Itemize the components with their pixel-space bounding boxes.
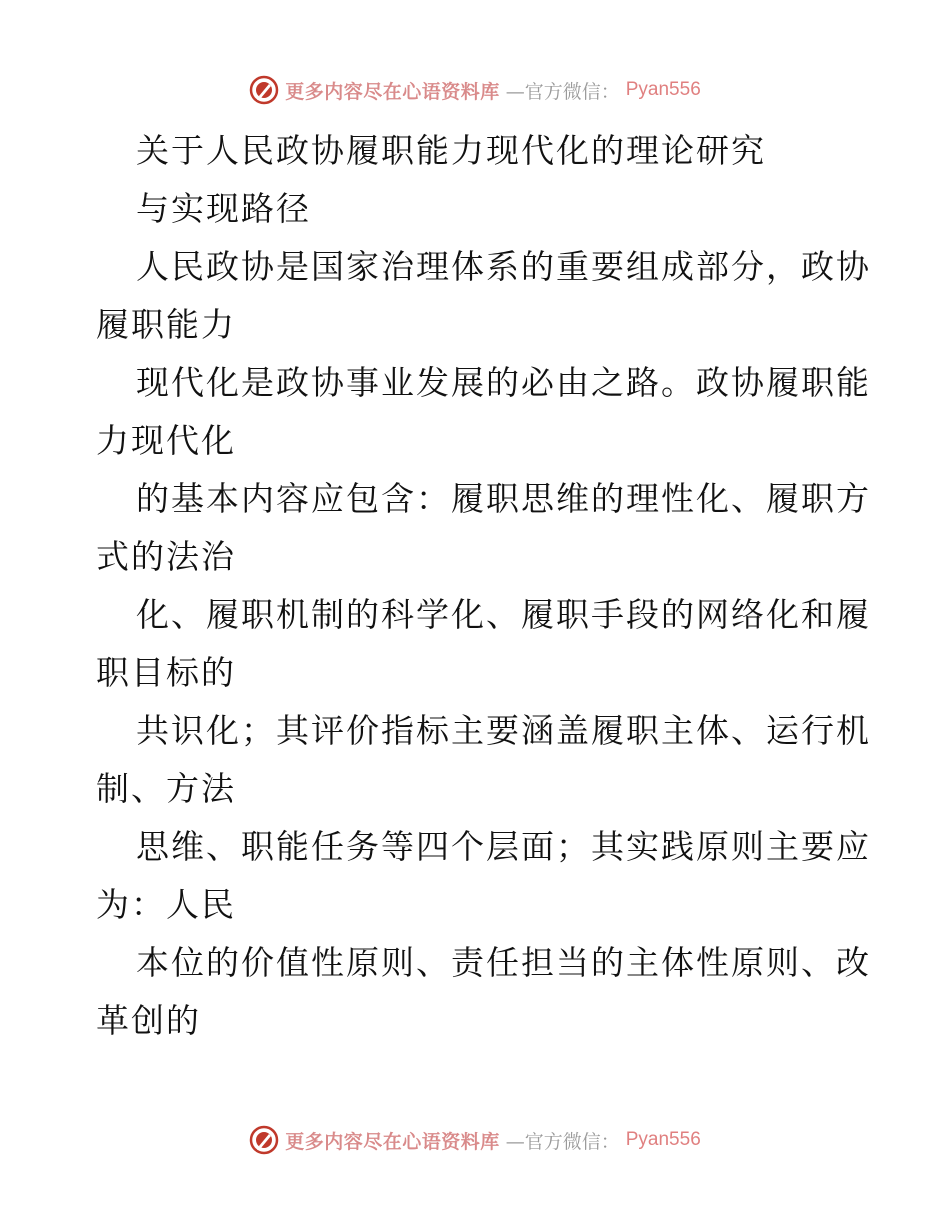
page-footer — [0, 1122, 950, 1158]
paragraph-line: 思维、职能任务等四个层面；其实践原则主要应 — [136, 827, 871, 866]
paragraph-line: 的基本内容应包含：履职思维的理性化、履职方 — [136, 479, 871, 518]
paragraph-line: 本位的价值性原则、责任担当的主体性原则、改 — [136, 943, 871, 982]
document-title-line: 与实现路径 — [136, 189, 311, 228]
document-body — [96, 122, 871, 1050]
page-header — [0, 72, 950, 108]
paragraph-line: 人民政协是国家治理体系的重要组成部分，政协 — [136, 247, 871, 286]
pen-logo-icon — [249, 1125, 279, 1155]
footer-banner-separator: —官方微信： — [505, 1130, 620, 1153]
document-title-line: 关于人民政协履职能力现代化的理论研究 — [136, 131, 766, 170]
pen-logo-icon — [249, 75, 279, 105]
paragraph-line: 革创的 — [96, 1001, 201, 1040]
paragraph-line: 现代化是政协事业发展的必由之路。政协履职能 — [136, 363, 871, 402]
footer-banner — [249, 1125, 701, 1155]
header-banner-text: 更多内容尽在心语资料库 — [285, 80, 500, 103]
header-wechat-handle: Pyan556 — [625, 79, 701, 100]
paragraph-line: 为：人民 — [96, 885, 236, 924]
paragraph-line: 制、方法 — [96, 769, 236, 808]
paragraph-line: 式的法治 — [96, 537, 236, 576]
header-banner-separator: —官方微信： — [505, 80, 620, 103]
header-banner — [249, 75, 701, 105]
paragraph-line: 共识化；其评价指标主要涵盖履职主体、运行机 — [136, 711, 871, 750]
paragraph-line: 职目标的 — [96, 653, 236, 692]
footer-banner-text: 更多内容尽在心语资料库 — [285, 1130, 500, 1153]
paragraph-line: 力现代化 — [96, 421, 236, 460]
footer-wechat-handle: Pyan556 — [625, 1129, 701, 1150]
paragraph-line: 化、履职机制的科学化、履职手段的网络化和履 — [136, 595, 871, 634]
paragraph-line: 履职能力 — [96, 305, 236, 344]
